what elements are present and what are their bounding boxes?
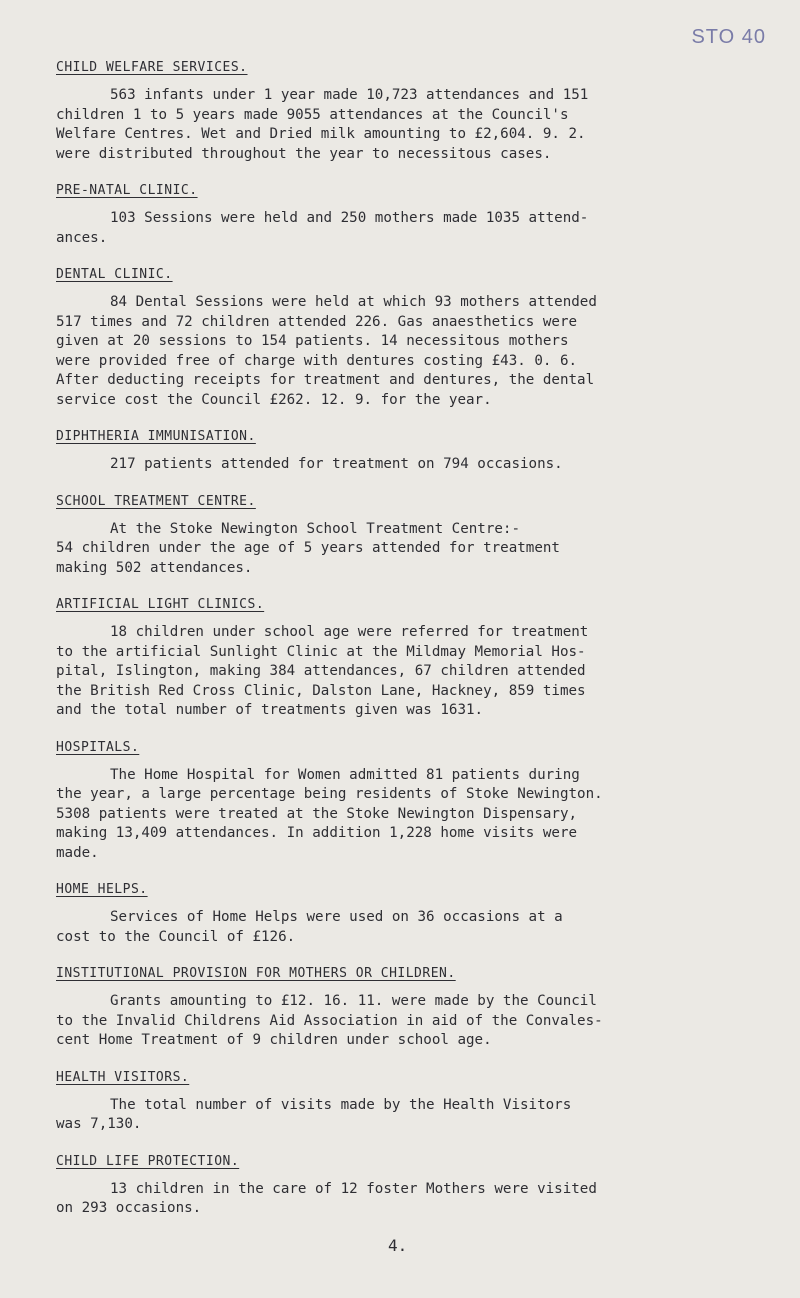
text-line: Services of Home Helps were used on 36 occasions at a bbox=[110, 909, 563, 925]
text-line: Grants amounting to £12. 16. 11. were made by the Council bbox=[110, 993, 597, 1009]
section-heading: PRE-NATAL CLINIC. bbox=[56, 183, 198, 198]
text-line: 217 patients attended for treatment on 794 occasions. bbox=[110, 456, 563, 472]
section-heading: CHILD WELFARE SERVICES. bbox=[56, 60, 248, 75]
section-paragraph bbox=[56, 209, 776, 248]
text-line: making 502 attendances. bbox=[56, 559, 253, 576]
text-line: and the total number of treatments given was 1631. bbox=[56, 702, 484, 718]
section-paragraph bbox=[56, 908, 776, 947]
text-line: cent Home Treatment of 9 children under school age. bbox=[56, 1032, 492, 1048]
section-pre-natal bbox=[56, 181, 776, 248]
text-line: At the Stoke Newington School Treatment Centre:- bbox=[110, 520, 520, 537]
section-home-helps bbox=[56, 880, 776, 947]
text-line: the year, a large percentage being residents of Stoke Newington. bbox=[56, 786, 603, 802]
section-paragraph bbox=[56, 1180, 776, 1219]
section-heading: INSTITUTIONAL PROVISION FOR MOTHERS OR CHILDREN. bbox=[56, 966, 456, 981]
text-line: was 7,130. bbox=[56, 1116, 142, 1132]
text-line: 5308 patients were treated at the Stoke Newington Dispensary, bbox=[56, 805, 578, 822]
section-paragraph bbox=[56, 293, 776, 410]
reference-mark: STO 40 bbox=[691, 26, 766, 48]
section-school-treatment bbox=[56, 492, 776, 579]
text-line: making 13,409 attendances. In addition 1,228 home visits were bbox=[56, 825, 578, 841]
section-heading: HEALTH VISITORS. bbox=[56, 1069, 190, 1085]
text-line: made. bbox=[56, 844, 99, 861]
section-child-life-protection bbox=[56, 1152, 776, 1219]
section-artificial-light bbox=[56, 595, 776, 721]
page-number: 4. bbox=[388, 1236, 408, 1255]
text-line: After deducting receipts for treatment and dentures, the dental bbox=[56, 372, 595, 388]
section-heading: HOSPITALS. bbox=[56, 739, 140, 755]
text-line: given at 20 sessions to 154 patients. 14 necessitous mothers bbox=[56, 333, 569, 349]
text-line: the British Red Cross Clinic, Dalston Lane, Hackney, 859 times bbox=[56, 682, 586, 699]
section-heading: CHILD LIFE PROTECTION. bbox=[56, 1153, 240, 1169]
section-hospitals bbox=[56, 738, 776, 864]
text-line: were distributed throughout the year to necessitous cases. bbox=[56, 145, 552, 162]
section-child-welfare bbox=[56, 58, 776, 164]
section-paragraph bbox=[56, 992, 776, 1051]
document-body bbox=[56, 58, 776, 1236]
text-line: Welfare Centres. Wet and Dried milk amounting to £2,604. 9. 2. bbox=[56, 126, 586, 142]
section-heading: HOME HELPS. bbox=[56, 882, 148, 897]
section-paragraph bbox=[56, 86, 776, 164]
section-diphtheria bbox=[56, 427, 776, 475]
section-paragraph bbox=[56, 623, 776, 721]
text-line: to the Invalid Childrens Aid Association in aid of the Convales- bbox=[56, 1012, 603, 1029]
text-line: children 1 to 5 years made 9055 attendances at the Council's bbox=[56, 106, 569, 123]
text-line: were provided free of charge with dentures costing £43. 0. 6. bbox=[56, 352, 578, 369]
section-paragraph bbox=[56, 1096, 776, 1135]
section-institutional-provision bbox=[56, 964, 776, 1051]
section-heading: DENTAL CLINIC. bbox=[56, 267, 173, 282]
text-line: 563 infants under 1 year made 10,723 attendances and 151 bbox=[110, 87, 589, 103]
text-line: 517 times and 72 children attended 226. Gas anaesthetics were bbox=[56, 313, 578, 330]
text-line: on 293 occasions. bbox=[56, 1200, 202, 1216]
text-line: to the artificial Sunlight Clinic at the Mildmay Memorial Hos- bbox=[56, 643, 586, 660]
text-line: pital, Islington, making 384 attendances, 67 children attended bbox=[56, 663, 586, 679]
text-line: 103 Sessions were held and 250 mothers made 1035 attend- bbox=[110, 210, 589, 226]
section-paragraph bbox=[56, 455, 776, 475]
text-line: The Home Hospital for Women admitted 81 patients during bbox=[110, 766, 580, 783]
section-heading: DIPHTHERIA IMMUNISATION. bbox=[56, 429, 256, 444]
section-dental bbox=[56, 265, 776, 410]
text-line: 54 children under the age of 5 years attended for treatment bbox=[56, 540, 560, 556]
text-line: 18 children under school age were referred for treatment bbox=[110, 624, 589, 640]
text-line: cost to the Council of £126. bbox=[56, 928, 296, 945]
section-paragraph bbox=[56, 520, 776, 579]
section-heading: ARTIFICIAL LIGHT CLINICS. bbox=[56, 597, 265, 612]
text-line: 13 children in the care of 12 foster Mothers were visited bbox=[110, 1180, 597, 1197]
text-line: service cost the Council £262. 12. 9. for the year. bbox=[56, 391, 492, 408]
section-heading: SCHOOL TREATMENT CENTRE. bbox=[56, 493, 256, 509]
text-line: ances. bbox=[56, 229, 108, 246]
text-line: 84 Dental Sessions were held at which 93 mothers attended bbox=[110, 294, 597, 310]
section-paragraph bbox=[56, 766, 776, 864]
section-health-visitors bbox=[56, 1068, 776, 1135]
text-line: The total number of visits made by the Health Visitors bbox=[110, 1096, 572, 1113]
